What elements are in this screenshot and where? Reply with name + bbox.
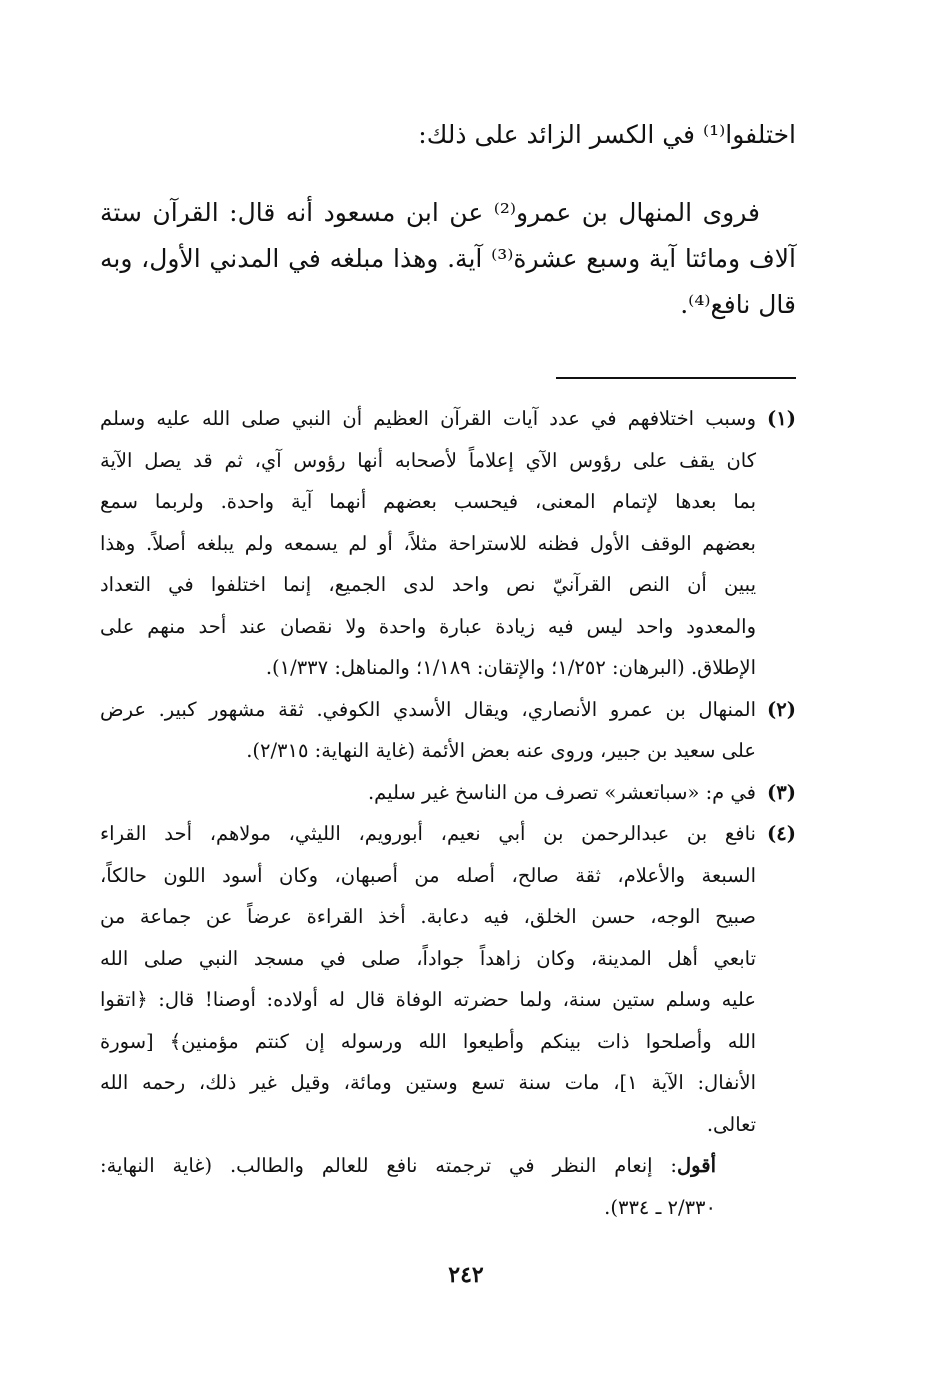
footnote-line: وسبب اختلافهم في عدد آيات القرآن العظيم أن النبي صلى الله عليه وسلم (100, 407, 756, 430)
footnote-line: السبعة والأعلام، ثقة صالح، أصله من أصبهان، وكان أسود اللون حالكاً، (100, 863, 756, 887)
footnote-number: (١) (767, 407, 796, 430)
footnote-1 (100, 398, 796, 689)
footnote-line: الإطلاق. (البرهان: ١/٢٥٢؛ والإتقان: ١/١٨٩؛ والمناهل: ١/٣٣٧). (265, 656, 756, 679)
footnote-number: (٣) (767, 780, 796, 804)
footnote-line: بما بعدها لإتمام المعنى، فيحسب بعضهم أنهما آية واحدة. ولربما سمع (100, 490, 756, 513)
footnote-line: عليه وسلم ستين سنة، ولما حضرته الوفاة قال له أولاده: أوصنا! قال: ﴿اتقوا (100, 988, 756, 1011)
footnote-line: صبيح الوجه، حسن الخلق، فيه دعابة. أخذ القراءة عرضاً عن جماعة من (100, 905, 756, 928)
footnote-line: في م: «سباتعشر» تصرف من الناسخ غير سليم. (367, 780, 756, 804)
paragraph-line-1: فروى المنهال بن عمرو⁽²⁾ عن ابن مسعود أنه قال: القرآن ستة (100, 198, 760, 227)
comment-line: : إنعام النظر في ترجمته نافع للعالم والطالب. (غاية النهاية: (100, 1154, 678, 1177)
main-paragraph (100, 190, 796, 328)
footnote-4 (100, 813, 796, 1228)
intro-text: اختلفوا⁽¹⁾ في الكسر الزائد على ذلك: (418, 120, 796, 149)
footnote-line: نافع بن عبدالرحمن بن أبي نعيم، أبورويم، الليثي، مولاهم، أحد القراء (100, 822, 756, 845)
footnote-line: تابعي أهل المدينة، وكان زاهداً جواداً، صلى في مسجد النبي صلى الله (100, 946, 756, 970)
paragraph-line-3: قال نافع⁽⁴⁾. (680, 290, 796, 319)
footnote-2 (100, 689, 796, 772)
footnote-4-comment (100, 1145, 756, 1228)
page-number: ٢٤٢ (448, 1262, 484, 1288)
footnote-number: (٤) (767, 822, 796, 845)
footnote-line: المنهال بن عمرو الأنصاري، ويقال الأسدي الكوفي. ثقة مشهور كبير. عرض (100, 697, 756, 721)
intro-line (100, 112, 796, 158)
footnote-line: يبين أن النص القرآنيّ نص واحد لدى الجميع، إنما اختلفوا في التعداد (100, 573, 756, 596)
paragraph-line-2: آلاف ومائتا آية وسبع عشرة⁽³⁾ آية. وهذا مبلغه في المدني الأول، وبه (100, 244, 796, 273)
footnote-line: الله وأصلحوا ذات بينكم وأطيعوا الله ورسوله إن كنتم مؤمنين﴾ [سورة (100, 1029, 756, 1053)
footnote-line: كان يقف على رؤوس الآي إعلاماً لأصحابه أنها رؤوس آي، ثم قد يصل الآية (100, 448, 756, 472)
footnote-number: (٢) (767, 697, 796, 721)
comment-line: ٢/٣٣٠ ـ ٣٣٤). (604, 1195, 716, 1219)
footnote-line: على سعيد بن جبير، وروى عنه بعض الأئمة (غاية النهاية: ٢/٣١٥). (246, 739, 756, 762)
comment-lead: أقول (677, 1154, 716, 1177)
footnote-line: بعضهم الوقف الأول فظنه للاستراحة مثلاً، أو لم يسمعه ولم يبلغه أصلاً. وهذا (100, 531, 756, 555)
footnote-line: تعالى. (706, 1112, 756, 1136)
footnotes (100, 398, 796, 1228)
footnote-3 (100, 772, 796, 814)
footnote-line: الأنفال: الآية ١]، مات سنة تسع وستين ومائة، وقيل غير ذلك، رحمه الله (100, 1071, 756, 1094)
footnote-separator (556, 377, 796, 379)
footnote-line: والمعدود واحد ليس فيه زيادة عبارة واحدة ولا نقصان عند أحد منهم على (100, 614, 756, 638)
